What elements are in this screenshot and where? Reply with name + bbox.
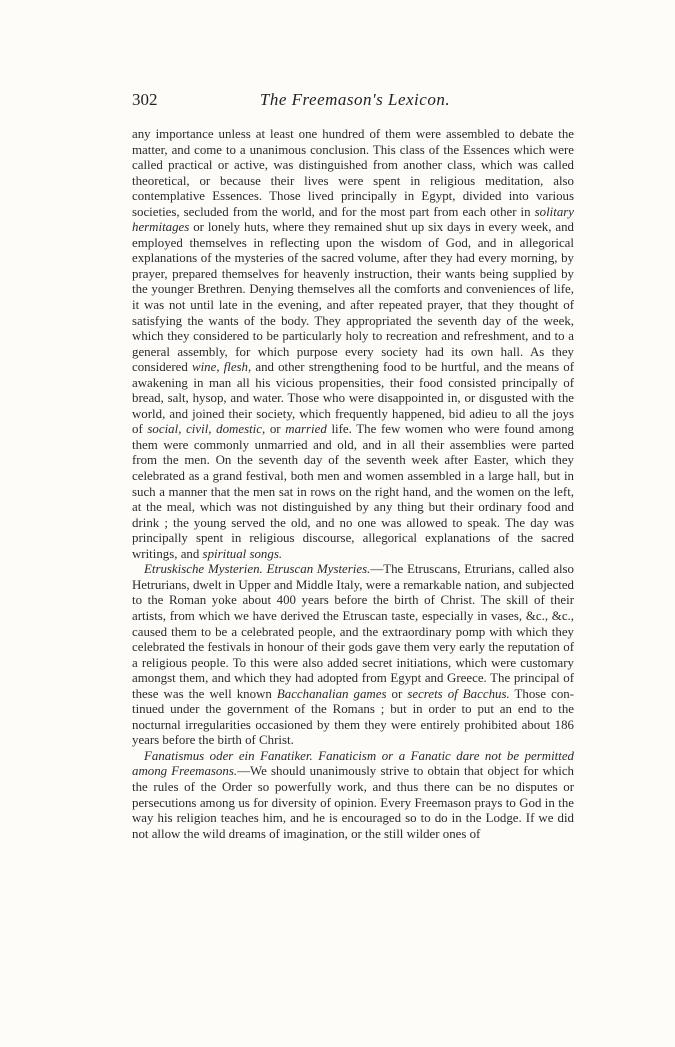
page-number: 302 (132, 90, 158, 109)
text-run: Those continued under the government of the Romans ; but in order to put an end to the nocturnal irregularities occasioned by them they were entirely prohibited about 186 years before the birth of Christ. (132, 686, 575, 748)
text-run: or lonely huts, where they remained shut up six days in every week, and employed themselves in reflecting upon the wisdom of God, and in allegorical explanations of the mysteries of the sacred volume, after they had every morning, by prayer, prepared themselves for heavenly instruction, their wants being supplied by the younger Brethren. Denying themselves all the comforts and conveniences of life, it was not until late in the evening, and after repeated prayer, that they thought of satisfying the wants of the body. They appropriated the seventh day of the week, which they considered to be particularly holy to recreation and refreshment, and to a general assembly, for which purpose every society had its own hall. As they considered (132, 220, 574, 375)
italic-phrase: social, civil, domestic, (147, 422, 266, 437)
text-run: or (386, 686, 408, 701)
text-run: and other strengthening food to be hurtful, and the means of awakening in man all his vicious propensities, their food consisted principally of bread, salt, hysop, and water. Those who were disappointed in, or disgusted with the world, and joined their society, which frequently happened, bid adieu to all the joys of (132, 360, 574, 437)
paragraph-etruscan-mysteries (132, 562, 574, 749)
text-run: —We should unanimously strive to obtain that object for which the rules of the Order so powerfully work, and thus there can be no disputes or persecutions among us for diversity of opinion. Every Freemason prays to God in the way his religion teaches him, and he is encouraged so to do in the Lodge. If we did not allow the wild dreams of imagination, or the still wilder ones of (132, 764, 574, 841)
italic-phrase: secrets of Bacchus. (407, 686, 510, 701)
paragraph-fanaticism (132, 749, 574, 842)
text-run: —The Etruscans, Etrurians, called also Hetrurians, dwelt in Upper and Middle Italy, were a remarkable nation, and subjected to the Roman yoke about 400 years before the birth of Christ. The skill of their artists, from which we have derived the Etruscan taste, especially in vases, &c., &c., caused them to be a celebrated people, and the extraordinary pomp with which they celebrated the festivals in honour of their gods gave them very early the reputation of a religious people. To this were also added secret initiations, which were customary amongst them, and which they had adopted from Egypt and Greece. The principal of these was the well known (132, 562, 574, 701)
italic-phrase: wine, flesh, (191, 360, 252, 375)
italic-phrase: Bacchanalian games (276, 686, 387, 701)
italic-phrase: solitary hermitages (132, 204, 574, 235)
italic-phrase: spiritual songs. (202, 546, 283, 561)
italic-phrase: Fanatismus oder ein Fanatiker. Fanaticism or a Fanatic dare not be permitted among Freemasons. (132, 748, 574, 779)
body-text (132, 127, 574, 842)
text-run: any importance unless at least one hundred of them were assembled to debate the matter, and come to a unanimous conclusion. This class of the Essences which were called practical or active, was distinguished from another class, which was called theoretical, or because their lives were spent in religious meditation, also contemplative Essences. Those lived principally in Egypt, divided into various societies, secluded from the world, and for the most part from each other in (132, 127, 574, 219)
running-title: The Freemason's Lexicon. (259, 90, 451, 109)
italic-phrase: married (285, 422, 327, 437)
page-header (132, 90, 578, 114)
italic-phrase: Etruskische Mysterien. Etruscan Mysteries. (144, 562, 371, 577)
paragraph-essences (132, 127, 574, 562)
text-run: life. The few women who were found among them were commonly unmarried and old, and in all their assemblies were parted from the men. On the seventh day of the seventh week after Easter, which they celebrated as a grand festival, both men and women assembled in a large hall, but in such a manner that the men sat in rows on the right hand, and the women on the left, at the meal, which was not distinguished by any thing but their ordinary food and drink ; the young served the old, and no one was allowed to speak. The day was principally spent in religious discourse, allegorical explanations of the sacred writings, and (132, 422, 574, 561)
text-run: or (265, 422, 286, 437)
